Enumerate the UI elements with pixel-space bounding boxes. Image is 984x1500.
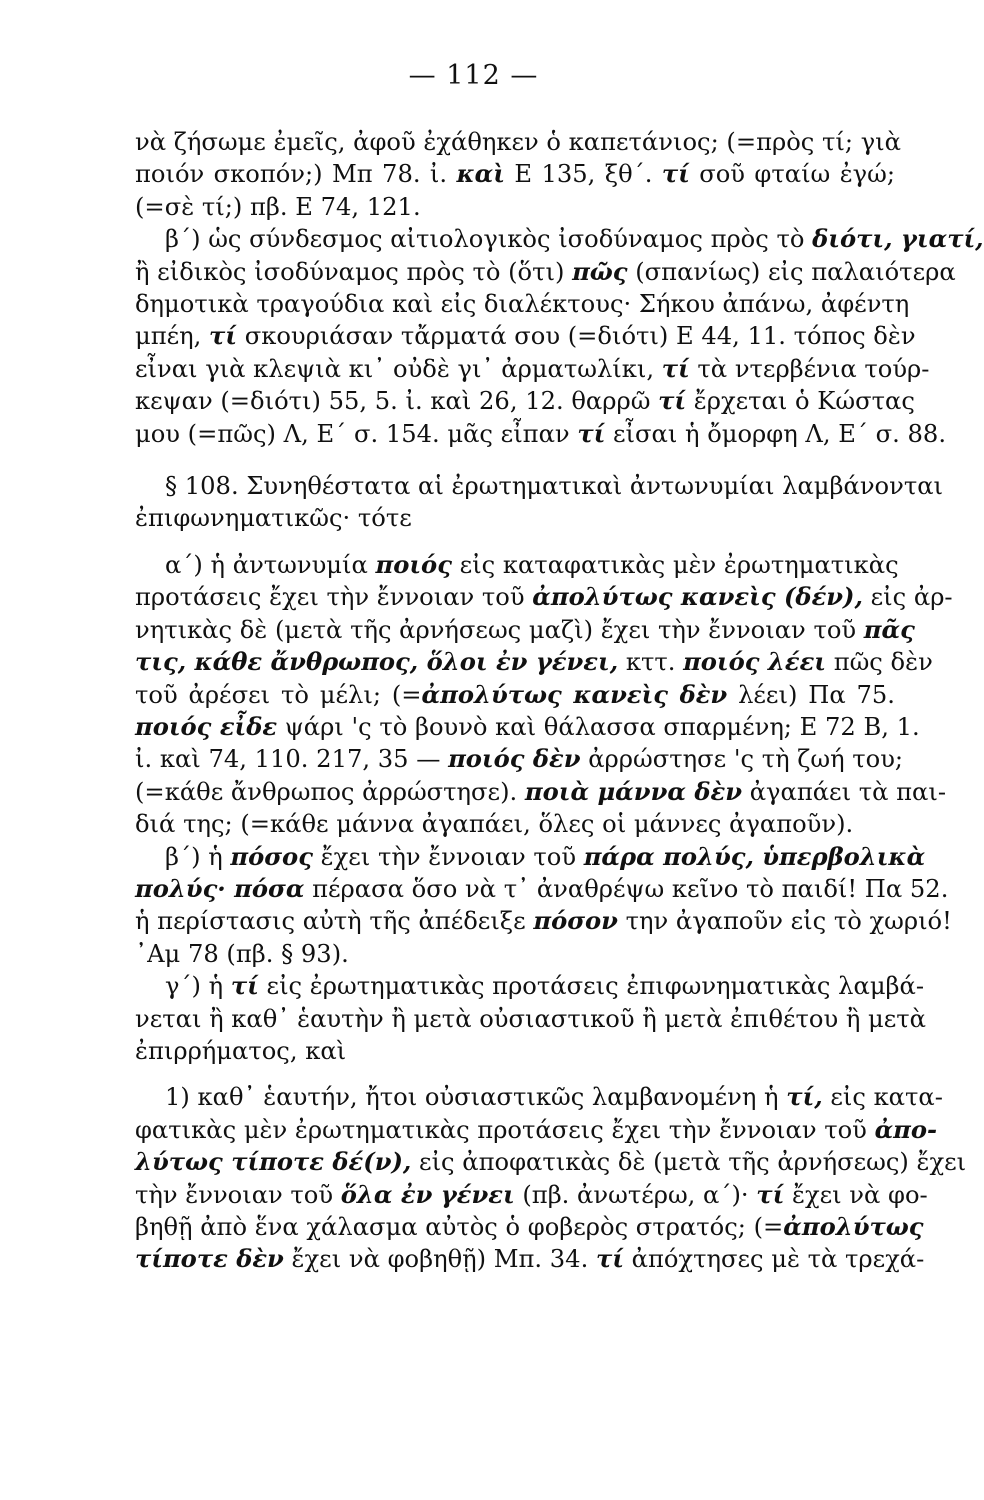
text-line: νὰ ζήσωμε ἐμεῖς, ἀφοῦ ἐχάθηκεν ὁ καπετάνιος; (=πρὸς τί; γιὰ [135, 128, 901, 156]
emphasis-term: τί [230, 971, 259, 1001]
emphasis-term: πῶς [572, 256, 628, 286]
paragraph-gap [135, 1067, 895, 1081]
emphasis-term: ποιός δὲν [448, 744, 581, 774]
emphasis-term: τί [661, 353, 690, 383]
text-line: α΄) ἡ ἀντωνυμία ποιός εἰς καταφατικὰς μὲν ἐρωτηματικὰς [165, 549, 899, 579]
emphasis-term: διότι, γιατί, [812, 224, 984, 254]
emphasis-term: τί [756, 1179, 785, 1209]
emphasis-term: πᾶς [863, 614, 915, 644]
text-line: ἢ εἰδικὸς ἰσοδύναμος πρὸς τὸ (ὅτι) πῶς (σπανίως) εἰς παλαιότερα [135, 256, 956, 286]
emphasis-term: ὅλα ἐν γένει [340, 1179, 515, 1209]
text-line: δημοτικὰ τραγούδια καὶ εἰς διαλέκτους· Σήκου ἀπάνω, ἀφέντη [135, 290, 910, 319]
text-line: φατικὰς μὲν ἐρωτηματικὰς προτάσεις ἔχει τὴν ἔννοιαν τοῦ ἀπο- [135, 1114, 938, 1144]
text-line: 1) καθ᾿ ἑαυτήν, ἤτοι οὐσιαστικῶς λαμβανομένη ἡ τί, εἰς κατα- [165, 1082, 943, 1112]
emphasis-term: τί, [786, 1082, 823, 1112]
emphasis-term: πάρα πολύς, ὑπερβολικὰ [583, 841, 926, 871]
body-text [135, 126, 984, 1276]
text-line: ἰ. καὶ 74, 110. 217, 35 — ποιός δὲν ἀρρώστησε 'ς τὴ ζωή του; [135, 744, 904, 774]
text-line: προτάσεις ἔχει τὴν ἔννοιαν τοῦ ἀπολύτως κανεὶς (δέν), εἰς ἀρ- [135, 582, 953, 612]
text-line: βηθῇ ἀπὸ ἕνα χάλασμα αὐτὸς ὁ φοβερὸς στρατός; (=ἀπολύτως [135, 1212, 924, 1241]
emphasis-term: τίποτε δὲν [135, 1244, 284, 1274]
emphasis-term: λύτως τίποτε δέ(ν), [135, 1147, 412, 1177]
paragraph-gap [135, 535, 895, 549]
text-line: νητικὰς δὲ (μετὰ τῆς ἀρνήσεως μαζὶ) ἔχει τὴν ἔννοιαν τοῦ πᾶς [135, 614, 915, 644]
emphasis-term: ποιός λέει [683, 647, 826, 677]
text-line: διά της; (=κάθε μάννα ἀγαπάει, ὅλες οἱ μάννες ἀγαποῦν). [135, 810, 854, 839]
paragraph-gap [135, 450, 895, 470]
emphasis-term: τί [209, 321, 237, 351]
text-line: τις, κάθε ἄνθρωπος, ὅλοι ἐν γένει, κττ. ποιός λέει πῶς δὲν [135, 647, 933, 677]
text-line: εἶναι γιὰ κλεψιὰ κι᾿ οὐδὲ γι᾿ ἀρματωλίκι, τί τὰ ντερβένια τούρ- [135, 353, 930, 383]
emphasis-term: ἀπολύτως κανεὶς δὲν [421, 679, 728, 709]
emphasis-term: πόσον [533, 906, 618, 936]
emphasis-term: πόσος [230, 841, 313, 871]
emphasis-term: ποιός [375, 549, 452, 579]
emphasis-term: τί [577, 418, 606, 448]
text-line: λύτως τίποτε δέ(ν), εἰς ἀποφατικὰς δὲ (μετὰ τῆς ἀρνήσεως) ἔχει [135, 1147, 967, 1177]
text-line: β΄) ἡ πόσος ἔχει τὴν ἔννοιαν τοῦ πάρα πολύς, ὑπερβολικὰ [165, 841, 926, 871]
text-line: ἐπιφωνηματικῶς· τότε [135, 504, 412, 533]
emphasis-term: τις, κάθε ἄνθρωπος, ὅλοι ἐν γένει, [135, 647, 619, 677]
text-line: ἡ περίστασις αὐτὴ τῆς ἀπέδειξε πόσον την ἀγαποῦν εἰς τὸ χωριό! [135, 906, 952, 936]
text-line: τὴν ἔννοιαν τοῦ ὅλα ἐν γένει (πβ. ἀνωτέρω, α΄)· τί ἔχει νὰ φο- [135, 1179, 928, 1209]
text-line: ἐπιρρήματος, καὶ [135, 1036, 347, 1065]
emphasis-term: πολύς· πόσα [135, 873, 305, 903]
text-line: κεψαν (=διότι) 55, 5. ἰ. καὶ 26, 12. θαρρῶ τί ἔρχεται ὁ Κώστας [135, 386, 915, 416]
text-line: μου (=πῶς) Λ, Ε΄ σ. 154. μᾶς εἶπαν τί εἶσαι ἡ ὄμορφη Λ, Ε΄ σ. 88. [135, 418, 947, 448]
emphasis-term: τί [658, 386, 687, 416]
text-line: (=σὲ τί;) πβ. Ε 74, 121. [135, 192, 421, 221]
emphasis-term: ἀπο- [874, 1114, 938, 1144]
emphasis-term: τί [595, 1244, 624, 1274]
text-line: μπέη, τί σκουριάσαν τἄρματά σου (=διότι) Ε 44, 11. τόπος δὲν [135, 321, 916, 351]
text-line: νεται ἢ καθ᾿ ἑαυτὴν ἢ μετὰ οὐσιαστικοῦ ἢ μετὰ ἐπιθέτου ἢ μετὰ [135, 1004, 927, 1033]
emphasis-term: τί [661, 159, 690, 189]
emphasis-term: ποιός εἶδε [135, 711, 278, 741]
emphasis-term: καὶ [456, 159, 505, 189]
text-line: τοῦ ἀρέσει τὸ μέλι; (=ἀπολύτως κανεὶς δὲν λέει) Πα 75. [135, 679, 895, 709]
text-line: ποιός εἶδε ψάρι 'ς τὸ βουνὸ καὶ θάλασσα σπαρμένη; Ε 72 Β, 1. [135, 711, 920, 741]
text-line: πολύς· πόσα πέρασα ὅσο νὰ τ᾿ ἀναθρέψω κεῖνο τὸ παιδί! Πα 52. [135, 873, 949, 903]
text-line: β΄) ὡς σύνδεσμος αἰτιολογικὸς ἰσοδύναμος πρὸς τὸ διότι, γιατί, [165, 224, 984, 254]
emphasis-term: ποιὰ μάννα δὲν [524, 776, 743, 806]
text-line: ποιόν σκοπόν;) Μπ 78. ἰ. καὶ Ε 135, ξθ΄. τί σοῦ φταίω ἐγώ; [135, 159, 895, 189]
text-line: τίποτε δὲν ἔχει νὰ φοβηθῇ) Μπ. 34. τί ἀπόχτησες μὲ τὰ τρεχά- [135, 1244, 925, 1274]
text-line: γ΄) ἡ τί εἰς ἐρωτηματικὰς προτάσεις ἐπιφωνηματικὰς λαμβά- [165, 971, 925, 1001]
page-number: — 112 — [408, 60, 539, 91]
text-line: ᾿Αμ 78 (πβ. § 93). [135, 939, 349, 968]
emphasis-term: ἀπολύτως [783, 1212, 924, 1241]
text-line: (=κάθε ἄνθρωπος ἀρρώστησε). ποιὰ μάννα δὲν ἀγαπάει τὰ παι- [135, 776, 947, 806]
emphasis-term: ἀπολύτως κανεὶς (δέν), [532, 582, 863, 612]
text-line: § 108. Συνηθέστατα αἱ ἐρωτηματικαὶ ἀντωνυμίαι λαμβάνονται [165, 472, 944, 501]
